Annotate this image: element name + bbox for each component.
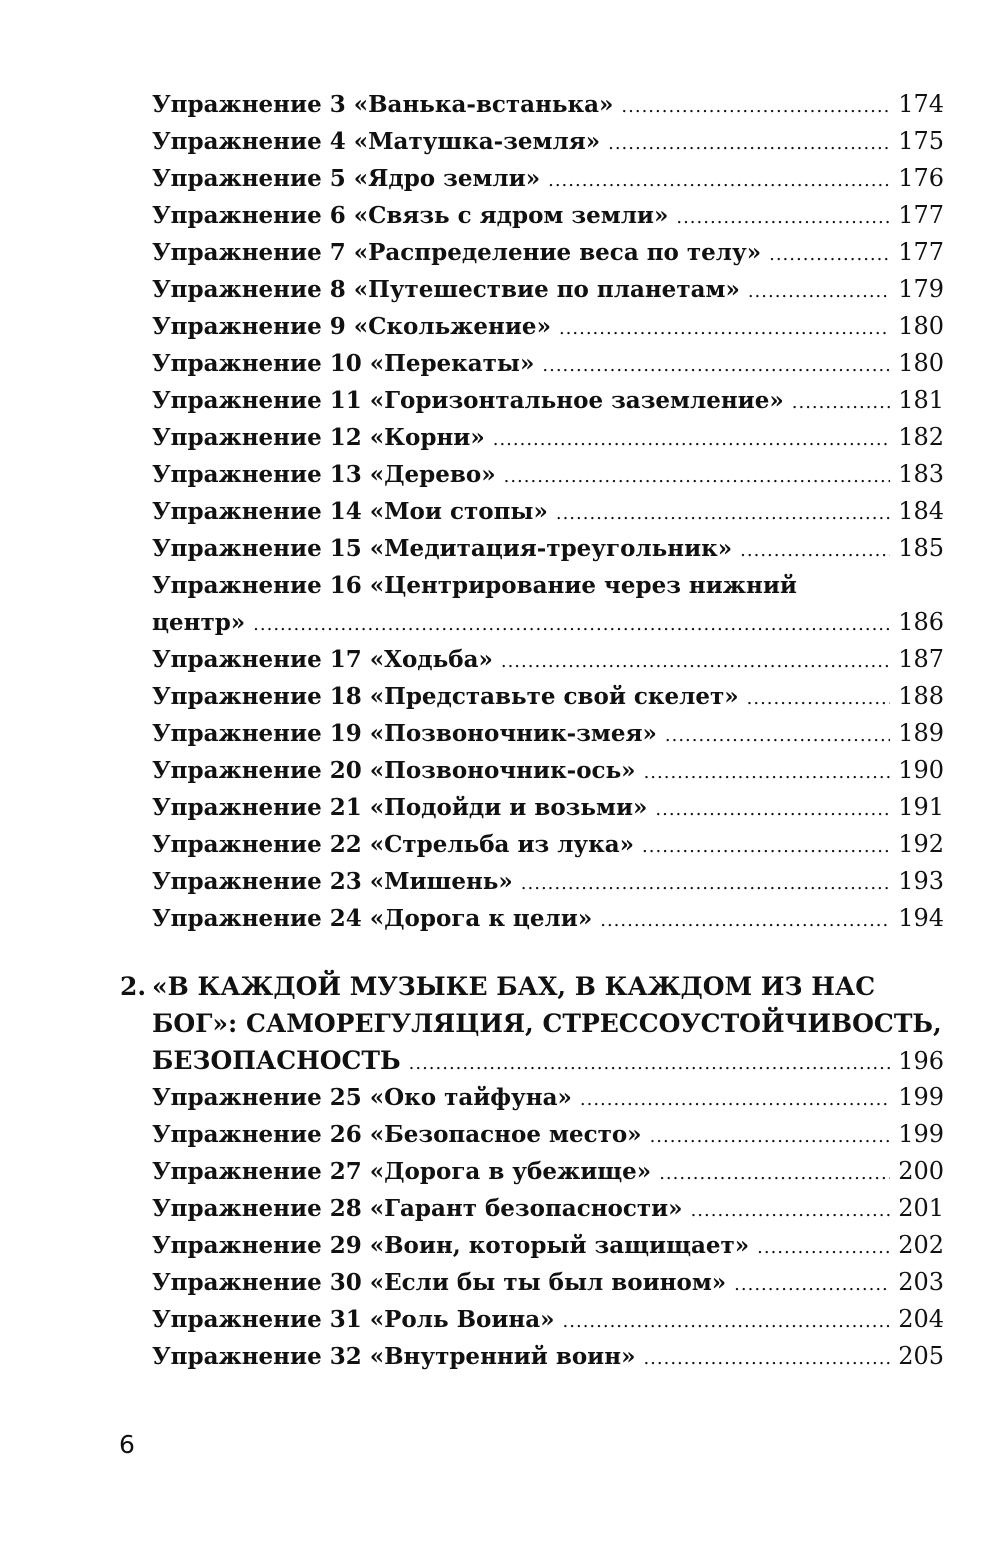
toc-entry[interactable] bbox=[152, 1338, 944, 1375]
toc-entry[interactable] bbox=[152, 678, 944, 715]
dot-leader bbox=[665, 717, 890, 754]
dot-leader bbox=[757, 1229, 890, 1266]
section-title-last-line[interactable] bbox=[152, 1042, 944, 1079]
toc-entry-title: Упражнение 3 «Ванька-встанька» bbox=[152, 91, 614, 118]
toc-entry[interactable] bbox=[152, 900, 944, 937]
dot-leader bbox=[792, 384, 890, 421]
toc-entry-page: 191 bbox=[898, 793, 944, 821]
toc-entry[interactable] bbox=[152, 456, 944, 493]
dot-leader bbox=[740, 532, 890, 569]
toc-entry-page: 175 bbox=[898, 127, 944, 155]
dot-leader bbox=[655, 791, 890, 828]
toc-entry-title: Упражнение 28 «Гарант безопасности» bbox=[152, 1195, 683, 1222]
toc-entry-page: 203 bbox=[898, 1268, 944, 1296]
toc-entry-title: Упражнение 25 «Око тайфуна» bbox=[152, 1084, 572, 1111]
page-number: 6 bbox=[119, 1430, 135, 1459]
section-contents bbox=[120, 968, 944, 1375]
dot-leader bbox=[747, 680, 891, 717]
dot-leader bbox=[556, 495, 890, 532]
toc-entry-title: Упражнение 11 «Горизонтальное заземление» bbox=[152, 387, 784, 414]
toc-entry-title: Упражнение 5 «Ядро земли» bbox=[152, 165, 541, 192]
section-page: 196 bbox=[898, 1047, 944, 1075]
dot-leader bbox=[650, 1118, 891, 1155]
dot-leader bbox=[676, 199, 890, 236]
toc-entry[interactable] bbox=[152, 604, 944, 641]
toc-entry[interactable] bbox=[152, 1153, 944, 1190]
toc-entry[interactable] bbox=[152, 1264, 944, 1301]
dot-leader bbox=[521, 865, 890, 902]
toc-entry[interactable] bbox=[152, 789, 944, 826]
toc-entry-title: Упражнение 4 «Матушка-земля» bbox=[152, 128, 601, 155]
toc-entry-page: 192 bbox=[898, 830, 944, 858]
dot-leader bbox=[563, 1303, 891, 1340]
toc-entry-title: Упражнение 9 «Скольжение» bbox=[152, 313, 551, 340]
dot-leader bbox=[501, 643, 890, 680]
toc-entry-title: центр» bbox=[152, 609, 246, 636]
toc-entry-title: Упражнение 7 «Распределение веса по телу» bbox=[152, 239, 762, 266]
section-title-line: БЕЗОПАСНОСТЬ bbox=[152, 1046, 401, 1075]
dot-leader bbox=[608, 125, 890, 162]
section-title-line: БОГ»: САМОРЕГУЛЯЦИЯ, СТРЕССОУСТОЙЧИВОСТЬ, bbox=[152, 1009, 942, 1038]
toc-entry-title: Упражнение 8 «Путешествие по планетам» bbox=[152, 276, 740, 303]
table-of-contents bbox=[152, 86, 944, 937]
toc-entry-title: Упражнение 30 «Если бы ты был воином» bbox=[152, 1269, 727, 1296]
dot-leader bbox=[542, 347, 890, 384]
toc-entry[interactable] bbox=[152, 308, 944, 345]
toc-entry[interactable] bbox=[152, 382, 944, 419]
toc-entry-title: Упражнение 22 «Стрельба из лука» bbox=[152, 831, 635, 858]
dot-leader bbox=[600, 902, 890, 939]
toc-entry-page: 181 bbox=[898, 386, 944, 414]
toc-entry-page: 199 bbox=[898, 1120, 944, 1148]
toc-entry-page: 202 bbox=[898, 1231, 944, 1259]
toc-entry-title: Упражнение 10 «Перекаты» bbox=[152, 350, 535, 377]
toc-entry-page: 185 bbox=[898, 534, 944, 562]
toc-entry[interactable] bbox=[152, 752, 944, 789]
toc-entry[interactable] bbox=[152, 826, 944, 863]
dot-leader bbox=[734, 1266, 890, 1303]
toc-entry-page: 205 bbox=[898, 1342, 944, 1370]
dot-leader bbox=[504, 458, 891, 495]
toc-entry-page: 177 bbox=[898, 238, 944, 266]
dot-leader bbox=[253, 606, 890, 643]
toc-entry-page: 186 bbox=[898, 608, 944, 636]
toc-entry[interactable] bbox=[152, 1116, 944, 1153]
dot-leader bbox=[644, 754, 891, 791]
toc-entry-page: 199 bbox=[898, 1083, 944, 1111]
toc-entry-page: 201 bbox=[898, 1194, 944, 1222]
toc-entry[interactable] bbox=[152, 234, 944, 271]
dot-leader bbox=[493, 421, 890, 458]
dot-leader bbox=[642, 828, 890, 865]
toc-entry[interactable] bbox=[152, 86, 944, 123]
toc-entry-title: Упражнение 19 «Позвоночник-змея» bbox=[152, 720, 657, 747]
toc-entry[interactable] bbox=[152, 493, 944, 530]
toc-entry[interactable] bbox=[152, 863, 944, 900]
section-title-line: «В КАЖДОЙ МУЗЫКЕ БАХ, В КАЖДОМ ИЗ НАС bbox=[152, 972, 876, 1001]
toc-entry[interactable] bbox=[152, 123, 944, 160]
toc-entry[interactable] bbox=[152, 530, 944, 567]
toc-entry-page: 187 bbox=[898, 645, 944, 673]
toc-entry-title-line: Упражнение 16 «Центрирование через нижний bbox=[152, 572, 797, 599]
toc-entry-page: 200 bbox=[898, 1157, 944, 1185]
dot-leader bbox=[559, 310, 890, 347]
toc-entry-title: Упражнение 14 «Мои стопы» bbox=[152, 498, 548, 525]
dot-leader bbox=[748, 273, 890, 310]
dot-leader bbox=[621, 88, 890, 125]
toc-entry[interactable] bbox=[152, 197, 944, 234]
dot-leader bbox=[643, 1340, 890, 1377]
section-number: 2. bbox=[120, 972, 147, 1001]
toc-entry-page: 176 bbox=[898, 164, 944, 192]
toc-entry-title: Упражнение 20 «Позвоночник-ось» bbox=[152, 757, 636, 784]
toc-entry-title: Упражнение 29 «Воин, который защищает» bbox=[152, 1232, 750, 1259]
toc-entry-title: Упражнение 23 «Мишень» bbox=[152, 868, 513, 895]
toc-entry-title: Упражнение 21 «Подойди и возьми» bbox=[152, 794, 648, 821]
toc-entry-title: Упражнение 15 «Медитация-треугольник» bbox=[152, 535, 733, 562]
dot-leader bbox=[659, 1155, 890, 1192]
toc-entry-page: 184 bbox=[898, 497, 944, 525]
toc-entry-page: 194 bbox=[898, 904, 944, 932]
toc-entry[interactable] bbox=[152, 345, 944, 382]
toc-entry[interactable] bbox=[152, 1227, 944, 1264]
toc-entry[interactable] bbox=[152, 1190, 944, 1227]
toc-entry[interactable] bbox=[152, 1301, 944, 1338]
section-heading[interactable] bbox=[120, 968, 944, 1042]
toc-entry[interactable] bbox=[152, 1079, 944, 1116]
toc-entry-page: 193 bbox=[898, 867, 944, 895]
toc-entry-page: 183 bbox=[898, 460, 944, 488]
toc-entry-page: 180 bbox=[898, 349, 944, 377]
toc-entry[interactable] bbox=[152, 419, 944, 456]
dot-leader bbox=[769, 236, 890, 273]
toc-entry[interactable] bbox=[152, 715, 944, 752]
toc-entry-page: 188 bbox=[898, 682, 944, 710]
toc-entry-title: Упражнение 12 «Корни» bbox=[152, 424, 485, 451]
toc-entry-title: Упражнение 27 «Дорога в убежище» bbox=[152, 1158, 652, 1185]
toc-entry-title: Упражнение 31 «Роль Воина» bbox=[152, 1306, 555, 1333]
dot-leader bbox=[409, 1045, 891, 1082]
toc-entry-page: 174 bbox=[898, 90, 944, 118]
toc-entry-title: Упражнение 18 «Представьте свой скелет» bbox=[152, 683, 739, 710]
toc-entry-title: Упражнение 32 «Внутренний воин» bbox=[152, 1343, 636, 1370]
toc-entry-title: Упражнение 6 «Связь с ядром земли» bbox=[152, 202, 669, 229]
toc-entry-title: Упражнение 26 «Безопасное место» bbox=[152, 1121, 642, 1148]
toc-entry-page: 179 bbox=[898, 275, 944, 303]
toc-entry-title: Упражнение 24 «Дорога к цели» bbox=[152, 905, 593, 932]
toc-entry-page: 180 bbox=[898, 312, 944, 340]
toc-entry[interactable] bbox=[152, 160, 944, 197]
toc-entry-page: 204 bbox=[898, 1305, 944, 1333]
dot-leader bbox=[691, 1192, 891, 1229]
toc-entry-title: Упражнение 13 «Дерево» bbox=[152, 461, 496, 488]
toc-entry-page: 190 bbox=[898, 756, 944, 784]
toc-entry[interactable] bbox=[152, 641, 944, 678]
toc-entry[interactable] bbox=[152, 271, 944, 308]
toc-entry-title: Упражнение 17 «Ходьба» bbox=[152, 646, 493, 673]
toc-entry-page: 189 bbox=[898, 719, 944, 747]
toc-entry-page: 182 bbox=[898, 423, 944, 451]
dot-leader bbox=[580, 1081, 890, 1118]
dot-leader bbox=[548, 162, 890, 199]
toc-entry-page: 177 bbox=[898, 201, 944, 229]
